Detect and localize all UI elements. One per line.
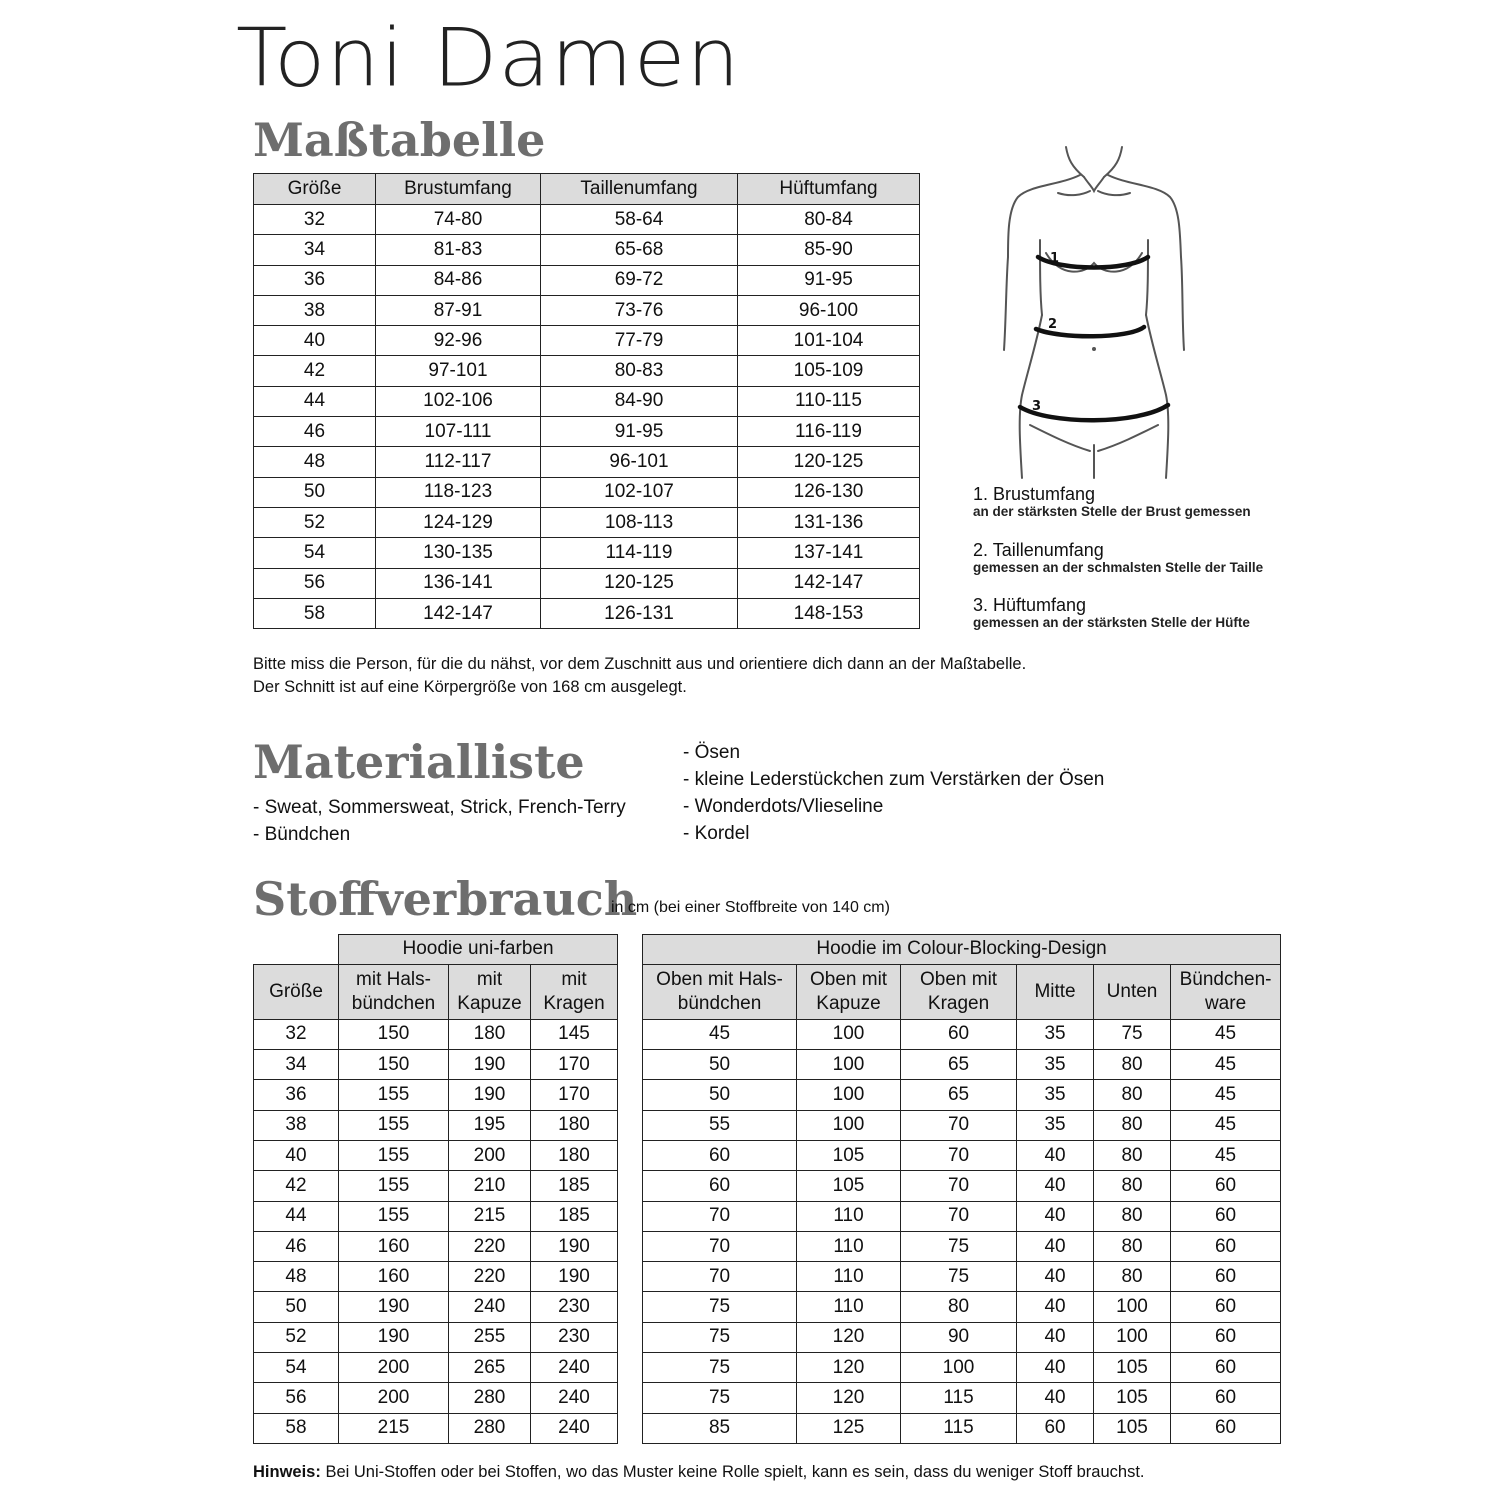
table-cell: 42 xyxy=(254,356,376,386)
table-cell: 148-153 xyxy=(738,598,920,628)
fabric-usage-title: Stoffverbrauch xyxy=(253,872,638,926)
table-cell: 90 xyxy=(901,1322,1017,1352)
usage-header-line: Kragen xyxy=(927,992,990,1014)
table-cell: 110 xyxy=(797,1201,901,1231)
table-row xyxy=(254,386,920,416)
material-item: - Wonderdots/Vlieseline xyxy=(683,796,884,817)
table-cell: 60 xyxy=(1171,1383,1281,1413)
hint-body: Bei Uni-Stoffen oder bei Stoffen, wo das Muster keine Rolle spielt, kann es sein, dass du weniger Stoff brauchst. xyxy=(320,1463,1145,1481)
table-cell: 36 xyxy=(254,1080,339,1110)
hint-label: Hinweis: xyxy=(253,1463,321,1481)
usage-header-line: Oben mit xyxy=(919,968,998,990)
table-row xyxy=(254,507,920,537)
table-cell: 40 xyxy=(1017,1171,1094,1201)
table-cell: 155 xyxy=(339,1140,449,1170)
table-cell: 60 xyxy=(643,1140,797,1170)
table-cell: 126-131 xyxy=(541,598,738,628)
table-cell: 70 xyxy=(643,1231,797,1261)
table-row xyxy=(254,598,920,628)
table-cell: 190 xyxy=(531,1231,618,1261)
usage-header-cell xyxy=(1094,964,1171,1019)
table-cell: 116-119 xyxy=(738,417,920,447)
table-cell: 215 xyxy=(449,1201,531,1231)
usage-header-line: Bündchen- xyxy=(1179,968,1272,990)
table-cell: 75 xyxy=(901,1262,1017,1292)
table-cell: 105 xyxy=(1094,1383,1171,1413)
table-cell: 54 xyxy=(254,538,376,568)
table-cell: 48 xyxy=(254,1262,339,1292)
table-cell: 60 xyxy=(1171,1262,1281,1292)
usage-header-line: bündchen xyxy=(351,992,436,1014)
usage-header-line: Kapuze xyxy=(457,992,522,1014)
table-cell: 44 xyxy=(254,1201,339,1231)
table-cell: 112-117 xyxy=(376,447,541,477)
table-cell: 105 xyxy=(1094,1413,1171,1443)
usage-header-line: Oben mit xyxy=(809,968,888,990)
table-cell: 91-95 xyxy=(541,417,738,447)
table-cell: 75 xyxy=(643,1292,797,1322)
usage-header-line: Oben mit Hals- xyxy=(656,968,783,990)
table-cell: 32 xyxy=(254,205,376,235)
size-table-header-cell: Brustumfang xyxy=(376,174,541,205)
table-cell: 48 xyxy=(254,447,376,477)
legend-item-hip xyxy=(973,595,1250,631)
usage-header-row xyxy=(254,964,1281,1019)
legend-title: 1. Brustumfang xyxy=(973,484,1096,504)
table-cell: 105 xyxy=(1094,1353,1171,1383)
table-cell: 60 xyxy=(1017,1413,1094,1443)
usage-header-cell xyxy=(901,964,1017,1019)
table-row xyxy=(254,1201,1281,1231)
table-cell: 40 xyxy=(1017,1201,1094,1231)
table-cell: 40 xyxy=(254,1140,339,1170)
table-cell: 100 xyxy=(901,1353,1017,1383)
table-row xyxy=(254,417,920,447)
marker-2: 2 xyxy=(1048,317,1058,332)
table-cell: 100 xyxy=(1094,1322,1171,1352)
table-cell: 240 xyxy=(531,1353,618,1383)
usage-header-line: mit Hals- xyxy=(356,968,431,990)
table-row xyxy=(254,1050,1281,1080)
table-cell: 114-119 xyxy=(541,538,738,568)
group-header-solid: Hoodie uni-farben xyxy=(339,935,618,965)
table-cell: 130-135 xyxy=(376,538,541,568)
table-cell: 52 xyxy=(254,507,376,537)
table-row xyxy=(254,356,920,386)
table-cell: 210 xyxy=(449,1171,531,1201)
table-cell: 42 xyxy=(254,1171,339,1201)
table-cell: 265 xyxy=(449,1353,531,1383)
table-cell: 65-68 xyxy=(541,235,738,265)
table-cell: 75 xyxy=(643,1353,797,1383)
table-cell: 52 xyxy=(254,1322,339,1352)
table-cell: 56 xyxy=(254,1383,339,1413)
table-cell: 74-80 xyxy=(376,205,541,235)
table-cell: 120 xyxy=(797,1383,901,1413)
table-cell: 96-101 xyxy=(541,447,738,477)
table-row xyxy=(254,1413,1281,1443)
table-cell: 65 xyxy=(901,1050,1017,1080)
table-cell: 45 xyxy=(643,1019,797,1049)
size-table xyxy=(253,173,920,629)
table-cell: 60 xyxy=(901,1019,1017,1049)
table-row xyxy=(254,538,920,568)
table-cell: 35 xyxy=(1017,1050,1094,1080)
table-cell: 110 xyxy=(797,1262,901,1292)
table-cell: 200 xyxy=(339,1383,449,1413)
table-cell: 45 xyxy=(1171,1140,1281,1170)
table-cell: 46 xyxy=(254,1231,339,1261)
table-cell: 107-111 xyxy=(376,417,541,447)
table-cell: 155 xyxy=(339,1080,449,1110)
table-cell: 280 xyxy=(449,1383,531,1413)
table-cell: 70 xyxy=(643,1262,797,1292)
usage-header-cell xyxy=(254,964,339,1019)
table-cell: 125 xyxy=(797,1413,901,1443)
table-cell: 185 xyxy=(531,1171,618,1201)
legend-desc: an der stärksten Stelle der Brust gemessen xyxy=(973,504,1251,519)
table-cell: 110 xyxy=(797,1231,901,1261)
materials-list-right xyxy=(683,739,1104,847)
table-cell: 56 xyxy=(254,568,376,598)
table-cell: 60 xyxy=(1171,1353,1281,1383)
table-row xyxy=(254,1080,1281,1110)
note-line-1: Bitte miss die Person, für die du nähst, vor dem Zuschnitt aus und orientiere dich dann an der Maßtabelle. xyxy=(253,655,1027,673)
table-cell: 230 xyxy=(531,1292,618,1322)
table-cell: 108-113 xyxy=(541,507,738,537)
table-cell: 280 xyxy=(449,1413,531,1443)
materials-title: Materialliste xyxy=(253,735,585,789)
table-cell: 35 xyxy=(1017,1019,1094,1049)
table-row xyxy=(254,235,920,265)
table-cell: 105 xyxy=(797,1140,901,1170)
table-cell: 150 xyxy=(339,1050,449,1080)
table-cell: 54 xyxy=(254,1353,339,1383)
table-cell: 120 xyxy=(797,1353,901,1383)
table-row xyxy=(254,205,920,235)
table-cell: 120 xyxy=(797,1322,901,1352)
size-table-title: Maßtabelle xyxy=(253,113,546,167)
table-cell: 110-115 xyxy=(738,386,920,416)
table-cell: 58-64 xyxy=(541,205,738,235)
marker-1: 1 xyxy=(1050,251,1060,266)
table-row xyxy=(254,295,920,325)
material-item: - Sweat, Sommersweat, Strick, French-Terry xyxy=(253,797,626,818)
table-cell: 40 xyxy=(1017,1322,1094,1352)
table-cell: 190 xyxy=(339,1322,449,1352)
table-cell: 100 xyxy=(797,1080,901,1110)
table-cell: 70 xyxy=(901,1110,1017,1140)
table-cell: 220 xyxy=(449,1262,531,1292)
table-row xyxy=(254,326,920,356)
table-cell: 60 xyxy=(1171,1231,1281,1261)
material-item: - Kordel xyxy=(683,823,750,844)
table-cell: 190 xyxy=(339,1292,449,1322)
table-row xyxy=(254,1140,1281,1170)
table-cell: 155 xyxy=(339,1201,449,1231)
table-cell: 60 xyxy=(1171,1413,1281,1443)
table-cell: 34 xyxy=(254,235,376,265)
table-cell: 80 xyxy=(1094,1110,1171,1140)
table-cell: 142-147 xyxy=(738,568,920,598)
table-cell: 44 xyxy=(254,386,376,416)
table-cell: 35 xyxy=(1017,1110,1094,1140)
table-cell: 80 xyxy=(1094,1050,1171,1080)
table-cell: 91-95 xyxy=(738,265,920,295)
table-cell: 100 xyxy=(797,1050,901,1080)
table-cell: 155 xyxy=(339,1171,449,1201)
marker-3: 3 xyxy=(1032,399,1042,414)
size-table-header-cell: Hüftumfang xyxy=(738,174,920,205)
table-cell: 195 xyxy=(449,1110,531,1140)
table-cell: 60 xyxy=(1171,1201,1281,1231)
table-cell: 240 xyxy=(449,1292,531,1322)
fabric-usage-unit-note: in cm (bei einer Stoffbreite von 140 cm) xyxy=(611,899,890,916)
usage-header-cell xyxy=(797,964,901,1019)
table-cell: 73-76 xyxy=(541,295,738,325)
table-cell: 45 xyxy=(1171,1019,1281,1049)
table-cell: 60 xyxy=(1171,1292,1281,1322)
materials-list-left xyxy=(253,794,626,848)
table-cell: 96-100 xyxy=(738,295,920,325)
table-cell: 34 xyxy=(254,1050,339,1080)
table-row xyxy=(254,1292,1281,1322)
table-cell: 32 xyxy=(254,1019,339,1049)
table-row xyxy=(254,265,920,295)
table-cell: 70 xyxy=(901,1140,1017,1170)
table-cell: 110 xyxy=(797,1292,901,1322)
table-cell: 220 xyxy=(449,1231,531,1261)
table-cell: 36 xyxy=(254,265,376,295)
material-item: - kleine Lederstückchen zum Verstärken der Ösen xyxy=(683,769,1105,790)
table-cell: 170 xyxy=(531,1080,618,1110)
table-cell: 40 xyxy=(254,326,376,356)
usage-header-cell xyxy=(449,964,531,1019)
usage-header-cell xyxy=(339,964,449,1019)
table-row xyxy=(254,447,920,477)
table-cell: 80-84 xyxy=(738,205,920,235)
table-row xyxy=(254,1231,1281,1261)
legend-item-bust xyxy=(973,484,1251,520)
body-measurement-figure xyxy=(1000,145,1190,480)
table-cell: 45 xyxy=(1171,1080,1281,1110)
fabric-usage-table xyxy=(253,934,1281,1444)
table-cell: 84-86 xyxy=(376,265,541,295)
table-row xyxy=(254,568,920,598)
legend-title: 3. Hüftumfang xyxy=(973,595,1087,615)
usage-header-cell xyxy=(643,964,797,1019)
table-row xyxy=(254,1262,1281,1292)
table-cell: 255 xyxy=(449,1322,531,1352)
table-cell: 120-125 xyxy=(738,447,920,477)
table-cell: 40 xyxy=(1017,1383,1094,1413)
table-cell: 100 xyxy=(1094,1292,1171,1322)
table-cell: 38 xyxy=(254,1110,339,1140)
table-cell: 40 xyxy=(1017,1353,1094,1383)
usage-header-line: Unten xyxy=(1106,980,1158,1002)
table-cell: 180 xyxy=(531,1110,618,1140)
table-cell: 170 xyxy=(531,1050,618,1080)
table-cell: 240 xyxy=(531,1383,618,1413)
table-cell: 126-130 xyxy=(738,477,920,507)
table-cell: 92-96 xyxy=(376,326,541,356)
table-cell: 45 xyxy=(1171,1110,1281,1140)
group-header-colour-blocking: Hoodie im Colour-Blocking-Design xyxy=(643,935,1281,965)
table-cell: 118-123 xyxy=(376,477,541,507)
table-cell: 60 xyxy=(1171,1322,1281,1352)
table-cell: 80 xyxy=(1094,1140,1171,1170)
table-cell: 50 xyxy=(254,1292,339,1322)
usage-header-cell xyxy=(1171,964,1281,1019)
table-cell: 80 xyxy=(1094,1080,1171,1110)
table-cell: 115 xyxy=(901,1413,1017,1443)
table-cell: 101-104 xyxy=(738,326,920,356)
table-row xyxy=(254,477,920,507)
table-cell: 40 xyxy=(1017,1231,1094,1261)
table-cell: 40 xyxy=(1017,1140,1094,1170)
table-cell: 120-125 xyxy=(541,568,738,598)
table-cell: 185 xyxy=(531,1201,618,1231)
table-cell: 200 xyxy=(449,1140,531,1170)
table-cell: 75 xyxy=(901,1231,1017,1261)
table-cell: 105-109 xyxy=(738,356,920,386)
size-table-header-cell: Taillenumfang xyxy=(541,174,738,205)
usage-header-line: Mitte xyxy=(1034,980,1076,1002)
table-cell: 58 xyxy=(254,1413,339,1443)
table-cell: 100 xyxy=(797,1110,901,1140)
table-cell: 160 xyxy=(339,1262,449,1292)
table-cell: 137-141 xyxy=(738,538,920,568)
table-cell: 87-91 xyxy=(376,295,541,325)
table-cell: 38 xyxy=(254,295,376,325)
table-row xyxy=(254,1322,1281,1352)
table-cell: 105 xyxy=(797,1171,901,1201)
table-cell: 80-83 xyxy=(541,356,738,386)
material-item: - Ösen xyxy=(683,742,741,763)
table-cell: 102-106 xyxy=(376,386,541,416)
usage-header-line: Kapuze xyxy=(816,992,881,1014)
table-row xyxy=(254,1110,1281,1140)
legend-title: 2. Taillenumfang xyxy=(973,540,1104,560)
table-cell: 142-147 xyxy=(376,598,541,628)
table-row xyxy=(254,1353,1281,1383)
usage-header-line: mit xyxy=(561,968,587,990)
table-cell: 131-136 xyxy=(738,507,920,537)
hint-text xyxy=(253,1463,1145,1482)
table-cell: 145 xyxy=(531,1019,618,1049)
table-cell: 77-79 xyxy=(541,326,738,356)
table-cell: 81-83 xyxy=(376,235,541,265)
table-cell: 40 xyxy=(1017,1292,1094,1322)
table-cell: 60 xyxy=(643,1171,797,1201)
page-title: Toni Damen xyxy=(236,11,741,105)
size-table-header-cell: Größe xyxy=(254,174,376,205)
usage-header-line: ware xyxy=(1204,992,1247,1014)
table-cell: 155 xyxy=(339,1110,449,1140)
table-cell: 80 xyxy=(1094,1262,1171,1292)
usage-header-cell xyxy=(1017,964,1094,1019)
table-cell: 50 xyxy=(254,477,376,507)
legend-item-waist xyxy=(973,540,1263,576)
table-cell: 70 xyxy=(901,1171,1017,1201)
table-cell: 240 xyxy=(531,1413,618,1443)
table-cell: 97-101 xyxy=(376,356,541,386)
table-cell: 45 xyxy=(1171,1050,1281,1080)
table-cell: 136-141 xyxy=(376,568,541,598)
note-line-2: Der Schnitt ist auf eine Körpergröße von 168 cm ausgelegt. xyxy=(253,678,687,696)
table-cell: 65 xyxy=(901,1080,1017,1110)
table-cell: 70 xyxy=(643,1201,797,1231)
usage-header-line: mit xyxy=(476,968,503,990)
legend-desc: gemessen an der stärksten Stelle der Hüfte xyxy=(973,615,1250,630)
table-cell: 80 xyxy=(1094,1171,1171,1201)
table-cell: 58 xyxy=(254,598,376,628)
table-cell: 80 xyxy=(1094,1231,1171,1261)
table-cell: 75 xyxy=(1094,1019,1171,1049)
size-table-header-row xyxy=(254,174,920,205)
table-cell: 85 xyxy=(643,1413,797,1443)
table-cell: 80 xyxy=(1094,1201,1171,1231)
table-cell: 160 xyxy=(339,1231,449,1261)
usage-group-header-row xyxy=(254,935,1281,965)
table-cell: 215 xyxy=(339,1413,449,1443)
table-cell: 115 xyxy=(901,1383,1017,1413)
table-cell: 55 xyxy=(643,1110,797,1140)
table-cell: 46 xyxy=(254,417,376,447)
table-cell: 75 xyxy=(643,1383,797,1413)
usage-header-line: bündchen xyxy=(677,992,762,1014)
table-cell: 40 xyxy=(1017,1262,1094,1292)
table-cell: 230 xyxy=(531,1322,618,1352)
legend-desc: gemessen an der schmalsten Stelle der Taille xyxy=(973,560,1264,575)
usage-header-cell xyxy=(531,964,618,1019)
table-cell: 100 xyxy=(797,1019,901,1049)
table-cell: 35 xyxy=(1017,1080,1094,1110)
table-cell: 200 xyxy=(339,1353,449,1383)
table-cell: 150 xyxy=(339,1019,449,1049)
table-cell: 190 xyxy=(531,1262,618,1292)
material-item: - Bündchen xyxy=(253,824,351,845)
usage-header-line: Kragen xyxy=(543,992,605,1014)
table-cell: 124-129 xyxy=(376,507,541,537)
table-cell: 60 xyxy=(1171,1171,1281,1201)
usage-header-line: Größe xyxy=(269,980,323,1002)
table-cell: 180 xyxy=(449,1019,531,1049)
table-cell: 75 xyxy=(643,1322,797,1352)
table-cell: 85-90 xyxy=(738,235,920,265)
measurement-note xyxy=(253,653,1026,699)
table-cell: 69-72 xyxy=(541,265,738,295)
table-cell: 102-107 xyxy=(541,477,738,507)
table-cell: 180 xyxy=(531,1140,618,1170)
table-cell: 70 xyxy=(901,1201,1017,1231)
table-row xyxy=(254,1171,1281,1201)
table-cell: 50 xyxy=(643,1050,797,1080)
table-cell: 84-90 xyxy=(541,386,738,416)
table-cell: 80 xyxy=(901,1292,1017,1322)
table-row xyxy=(254,1019,1281,1049)
table-cell: 190 xyxy=(449,1050,531,1080)
table-row xyxy=(254,1383,1281,1413)
table-cell: 50 xyxy=(643,1080,797,1110)
table-cell: 190 xyxy=(449,1080,531,1110)
